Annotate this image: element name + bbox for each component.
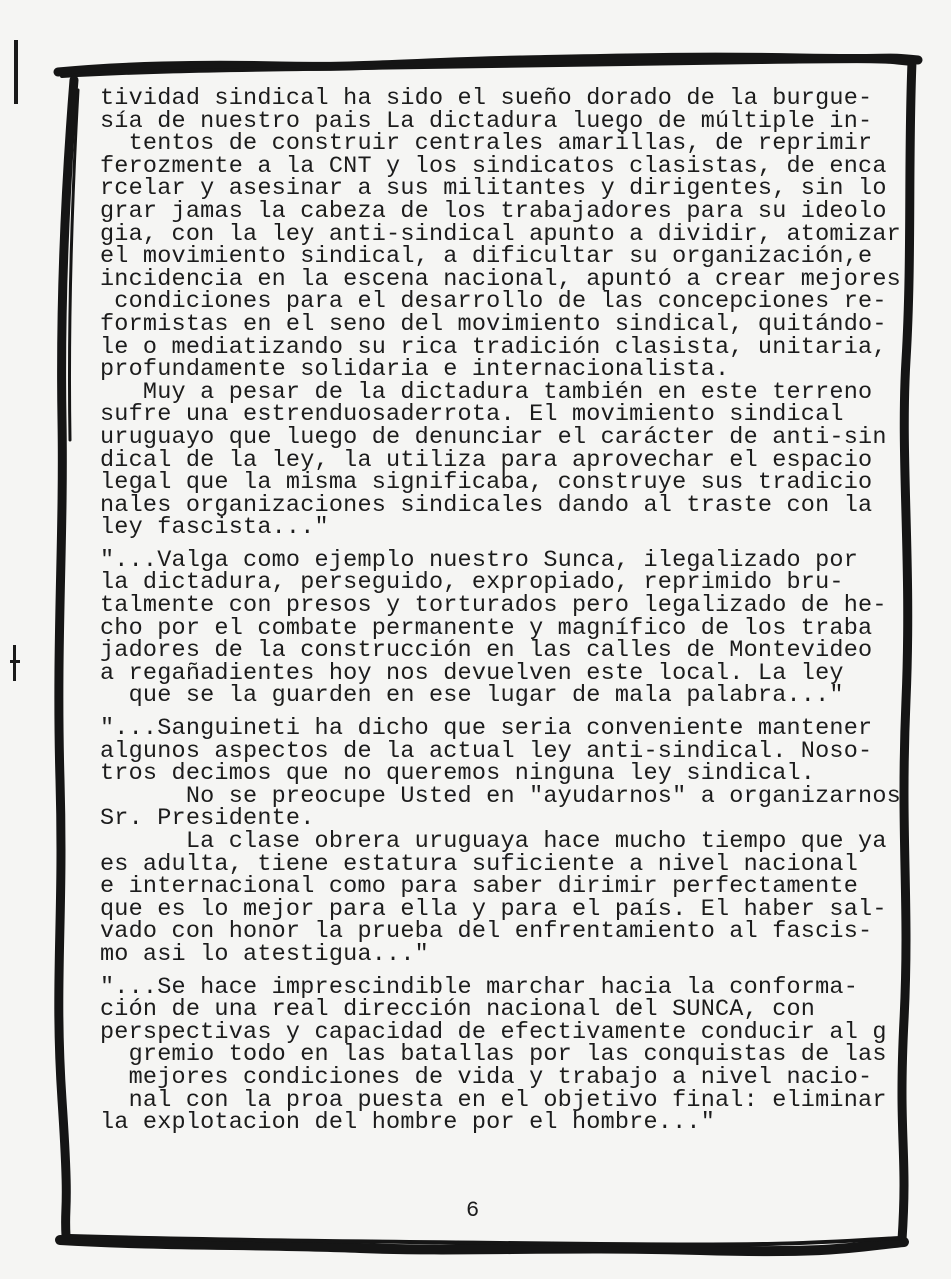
text-line: gia, con la ley anti-sindical apunto a dividir, atomizar — [100, 220, 901, 248]
text-line: Muy a pesar de la dictadura también en este terreno — [100, 378, 873, 406]
text-line: rcelar y asesinar a sus militantes y dirigentes, sin lo — [100, 175, 887, 203]
text-line: vado con honor la prueba del enfrentamiento al fascis- — [100, 918, 873, 946]
page-number: 6 — [466, 1198, 480, 1223]
text-line: La clase obrera uruguaya hace mucho tiempo que ya — [100, 828, 887, 855]
text-line: cho por el combate permanente y magnífico de los traba — [100, 614, 873, 642]
text-line: nal con la proa puesta en el objetivo final: eliminar — [100, 1086, 887, 1114]
text-line: Sr. Presidente. — [100, 805, 315, 833]
text-line: es adulta, tiene estatura suficiente a nivel nacional — [100, 850, 859, 878]
text-line: mejores condiciones de vida y trabajo a nivel nacio- — [100, 1063, 873, 1091]
text-line: profundamente solidaria e internacionalista. — [100, 356, 730, 384]
text-line: ción de una real dirección nacional del SUNCA, con — [100, 996, 816, 1024]
text-line: le o mediatizando su rica tradición clasista, unitaria, — [100, 333, 887, 361]
text-line: nales organizaciones sindicales dando al traste con la — [100, 491, 873, 519]
text-line: condiciones para el desarrollo de las concepciones re- — [100, 288, 887, 316]
text-line: jadores de la construcción en las calles de Montevideo — [100, 637, 873, 665]
text-line: que se la guarden en ese lugar de mala palabra..." — [100, 682, 844, 710]
text-line: legal que la misma significaba, construye sus tradicio — [100, 469, 873, 497]
text-line: sía de nuestro pais La dictadura luego de múltiple in- — [100, 107, 873, 135]
text-line: que es lo mejor para ella y para el país. El haber sal- — [100, 895, 887, 923]
text-line: sufre una estrenduosaderrota. El movimiento sindical — [100, 401, 844, 429]
text-line: "...Se hace imprescindible marchar hacia la conforma- — [100, 973, 859, 1001]
text-line: la dictadura, perseguido, expropiado, reprimido bru- — [100, 569, 844, 597]
text-line: a regañadientes hoy nos devuelven este local. La ley — [100, 659, 844, 687]
text-line: gremio todo en las batallas por las conquistas de las — [100, 1041, 887, 1069]
text-line: perspectivas y capacidad de efectivamente conducir al g — [100, 1018, 887, 1046]
body-text — [100, 85, 912, 1137]
text-line: formistas en el seno del movimiento sindical, quitándo- — [100, 310, 887, 338]
text-line: "...Sanguineti ha dicho que seria conveniente mantener — [100, 715, 873, 743]
text-line: "...Valga como ejemplo nuestro Sunca, ilegalizado por — [100, 546, 859, 574]
text-line: tros decimos que no queremos ninguna ley sindical. — [100, 760, 816, 788]
text-line: algunos aspectos de la actual ley anti-sindical. Noso- — [100, 737, 873, 765]
text-line: No se preocupe Usted en "ayudarnos" a organizarnos — [100, 782, 901, 810]
text-line: ley fascista..." — [100, 514, 329, 542]
text-line: ferozmente a la CNT y los sindicatos clasistas, de enca — [100, 152, 887, 180]
text-line: e internacional como para saber dirimir perfectamente — [100, 873, 859, 901]
text-line: mo asi lo atestigua..." — [100, 940, 429, 968]
text-line: uruguayo que luego de denunciar el carácter de anti-sin — [100, 423, 887, 451]
text-line: tividad sindical ha sido el sueño dorado de la burgue- — [100, 85, 873, 112]
text-line: el movimiento sindical, a dificultar su organización,e — [100, 243, 873, 271]
text-line: tentos de construir centrales amarillas, de reprimir — [100, 130, 873, 158]
text-line: grar jamas la cabeza de los trabajadores para su ideolo — [100, 197, 887, 225]
text-line: talmente con presos y torturados pero legalizado de he- — [100, 592, 887, 620]
text-line: incidencia en la escena nacional, apuntó a crear mejores — [100, 265, 901, 293]
text-line: la explotacion del hombre por el hombre..." — [100, 1109, 715, 1137]
text-line: dical de la ley, la utiliza para aprovechar el espacio — [100, 446, 873, 474]
